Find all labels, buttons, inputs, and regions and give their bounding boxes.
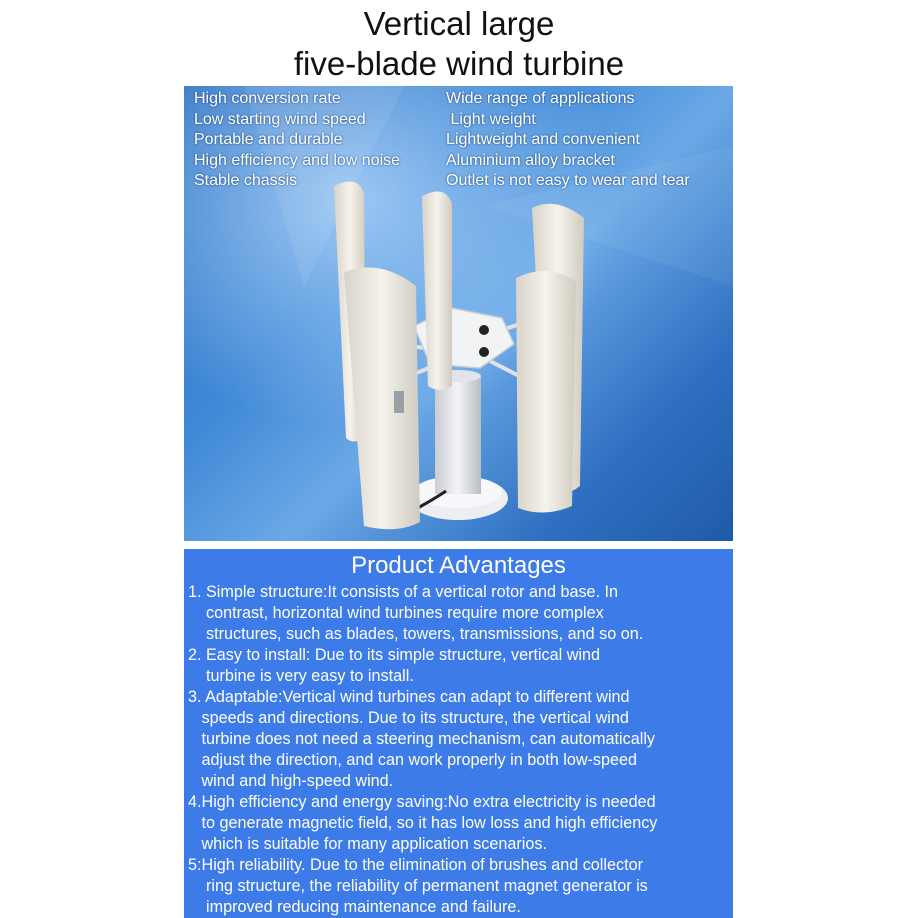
feature-item: High conversion rate: [194, 90, 341, 107]
advantage-line: 5:High reliability. Due to the elimination of brushes and collector: [188, 856, 643, 874]
page-title: [0, 4, 918, 84]
advantage-line: structures, such as blades, towers, transmissions, and so on.: [188, 625, 644, 643]
advantages-list: [188, 582, 733, 918]
advantage-item: [188, 792, 733, 855]
feature-item: Low starting wind speed: [194, 110, 366, 128]
advantage-line: wind and high-speed wind.: [188, 772, 394, 790]
advantage-item: [188, 855, 733, 918]
advantage-line: to generate magnetic field, so it has low loss and high efficiency: [188, 814, 658, 832]
product-advantages-panel: [184, 549, 733, 918]
advantage-line: 2. Easy to install: Due to its simple structure, vertical wind: [188, 646, 601, 664]
advantage-line: 1. Simple structure:It consists of a vertical rotor and base. In: [188, 583, 619, 601]
advantage-line: 3. Adaptable:Vertical wind turbines can adapt to different wind: [188, 688, 630, 706]
advantages-heading: Product Advantages: [351, 552, 566, 579]
advantage-item: [188, 645, 733, 687]
advantage-item: [188, 582, 733, 645]
title-line-1: Vertical large: [363, 5, 555, 42]
feature-column-right: [446, 89, 690, 192]
feature-item: Lightweight and convenient: [446, 131, 640, 148]
advantage-line: 4.High efficiency and energy saving:No extra electricity is needed: [188, 793, 656, 811]
product-hero-image: [184, 86, 733, 541]
advantage-item: [188, 687, 733, 792]
advantage-line: turbine is very easy to install.: [188, 667, 414, 685]
advantage-line: adjust the direction, and can work properly in both low-speed: [188, 751, 638, 769]
advantage-line: ring structure, the reliability of permanent magnet generator is: [188, 877, 648, 895]
feature-column-left: [194, 89, 400, 192]
title-line-2: five-blade wind turbine: [293, 45, 625, 82]
advantage-line: contrast, horizontal wind turbines require more complex: [188, 604, 604, 622]
feature-item: Portable and durable: [194, 131, 343, 148]
advantage-line: turbine does not need a steering mechanism, can automatically: [188, 730, 656, 748]
feature-item: High efficiency and low noise: [194, 151, 401, 169]
feature-item: Outlet is not easy to wear and tear: [446, 172, 690, 189]
advantage-line: improved reducing maintenance and failure.: [188, 898, 521, 916]
feature-item: Wide range of applications: [446, 90, 635, 107]
advantage-line: which is suitable for many application scenarios.: [188, 835, 547, 853]
feature-item: Stable chassis: [194, 172, 298, 189]
advantage-line: speeds and directions. Due to its structure, the vertical wind: [188, 709, 629, 727]
feature-item: Light weight: [446, 110, 536, 128]
feature-item: Aluminium alloy bracket: [446, 151, 615, 169]
